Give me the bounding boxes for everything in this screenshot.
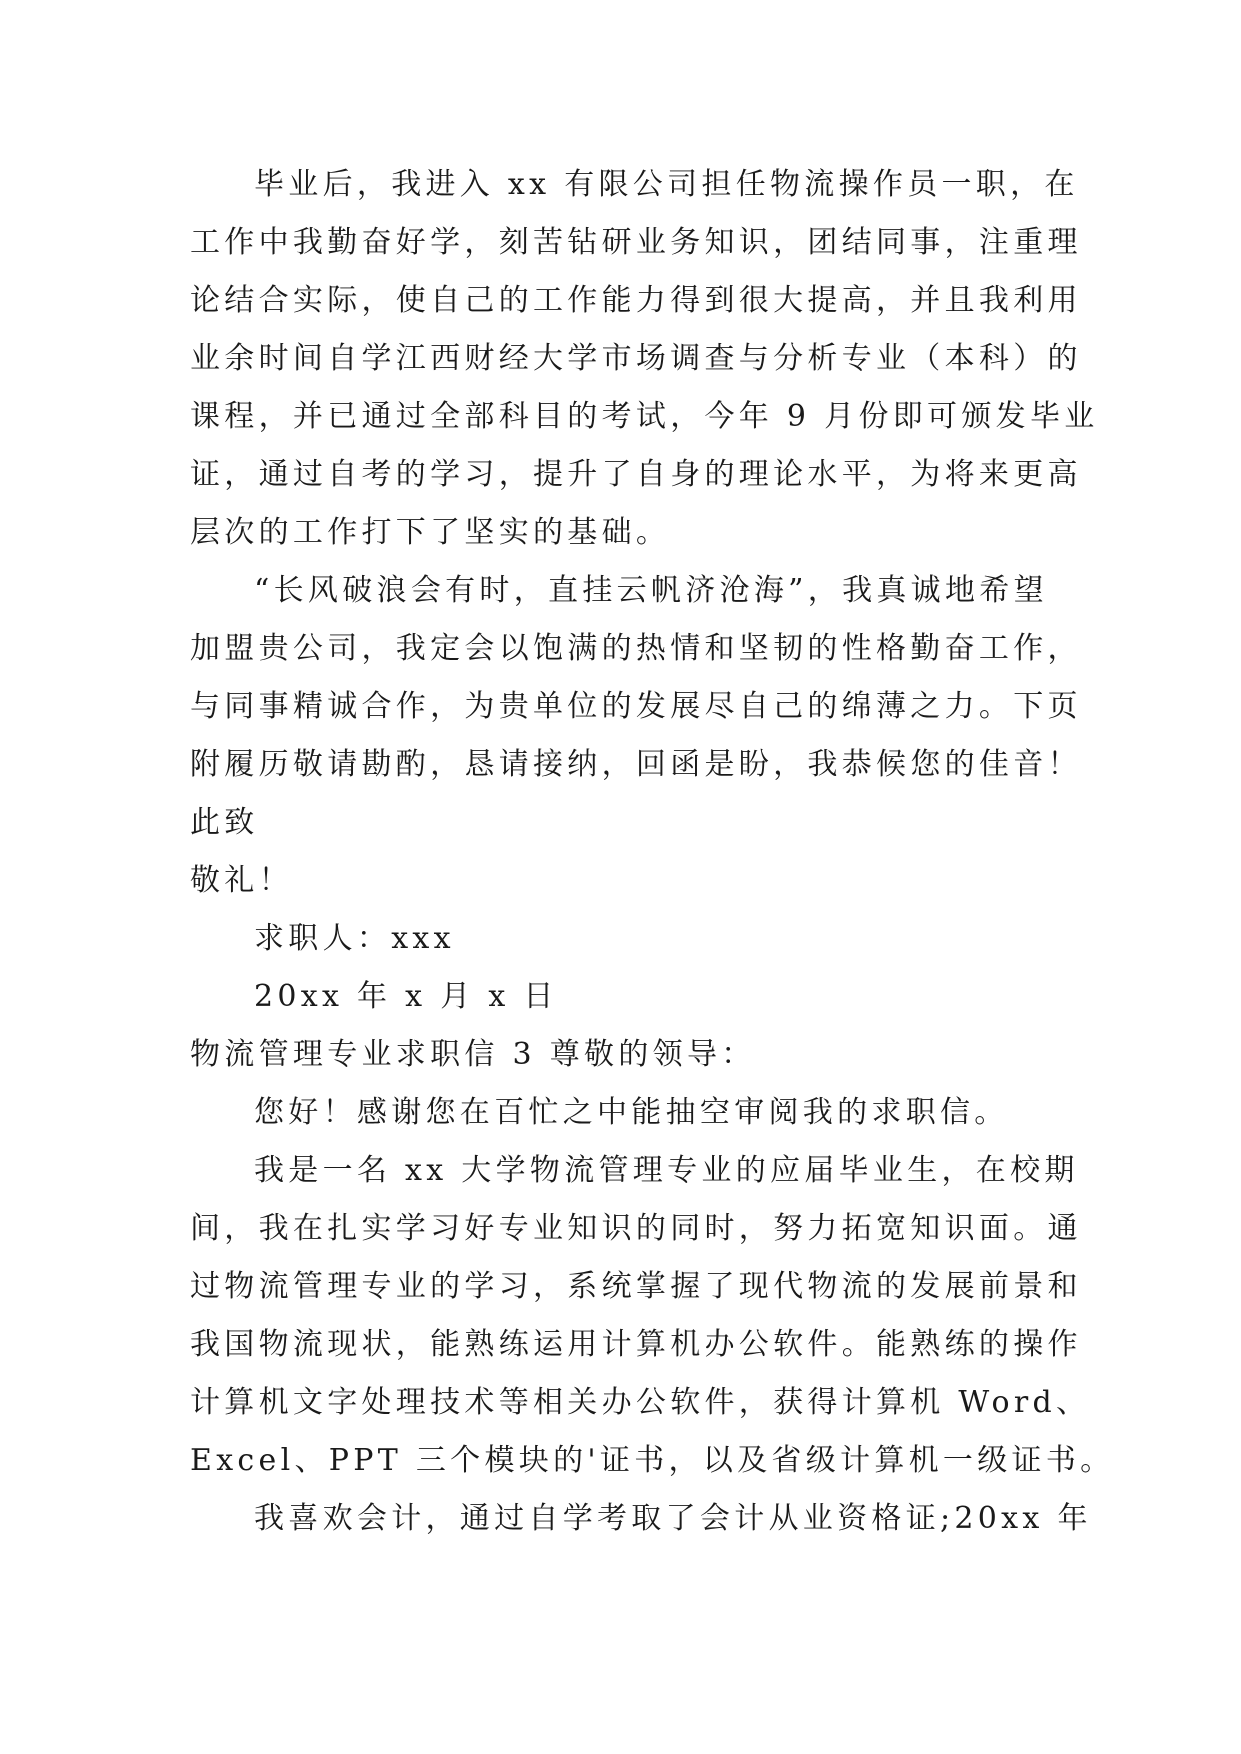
greeting-line: 您好！感谢您在百忙之中能抽空审阅我的求职信。	[254, 1095, 1009, 1130]
quote-line: “长风破浪会有时，直挂云帆济沧海”，我真诚地希望	[254, 573, 1048, 608]
paragraph-line: 工作中我勤奋好学，刻苦钻研业务知识，团结同事，注重理	[190, 225, 1082, 260]
section-heading: 物流管理专业求职信 3 尊敬的领导：	[190, 1037, 756, 1072]
paragraph-line: Excel、PPT 三个模块的'证书，以及省级计算机一级证书。	[190, 1443, 1115, 1478]
paragraph-line: 层次的工作打下了坚实的基础。	[190, 515, 671, 550]
paragraph-line: 论结合实际，使自己的工作能力得到很大提高，并且我利用	[190, 283, 1082, 318]
paragraph-line: 我是一名 xx 大学物流管理专业的应届毕业生，在校期	[254, 1153, 1079, 1188]
closing-line: 此致	[190, 805, 259, 840]
paragraph-line: 证，通过自考的学习，提升了自身的理论水平，为将来更高	[190, 457, 1082, 492]
salutation-line: 敬礼！	[190, 863, 293, 898]
paragraph-line: 课程，并已通过全部科目的考试，今年 9 月份即可颁发毕业	[190, 399, 1099, 434]
paragraph-line: 计算机文字处理技术等相关办公软件，获得计算机 Word、	[190, 1385, 1091, 1420]
paragraph-line: 我喜欢会计，通过自学考取了会计从业资格证;20xx 年	[254, 1501, 1092, 1536]
paragraph-line: 毕业后，我进入 xx 有限公司担任物流操作员一职，在	[254, 167, 1079, 202]
paragraph-line: 过物流管理专业的学习，系统掌握了现代物流的发展前景和	[190, 1269, 1082, 1304]
paragraph-line: 加盟贵公司，我定会以饱满的热情和坚韧的性格勤奋工作，	[190, 631, 1082, 666]
signature-line: 求职人：xxx	[254, 921, 455, 956]
paragraph-line: 间，我在扎实学习好专业知识的同时，努力拓宽知识面。通	[190, 1211, 1082, 1246]
paragraph-line: 业余时间自学江西财经大学市场调查与分析专业（本科）的	[190, 341, 1082, 376]
date-line: 20xx 年 x 月 x 日	[254, 979, 558, 1014]
paragraph-line: 附履历敬请勘酌，恳请接纳，回函是盼，我恭候您的佳音！	[190, 747, 1082, 782]
paragraph-line: 我国物流现状，能熟练运用计算机办公软件。能熟练的操作	[190, 1327, 1082, 1362]
paragraph-line: 与同事精诚合作，为贵单位的发展尽自己的绵薄之力。下页	[190, 689, 1082, 724]
